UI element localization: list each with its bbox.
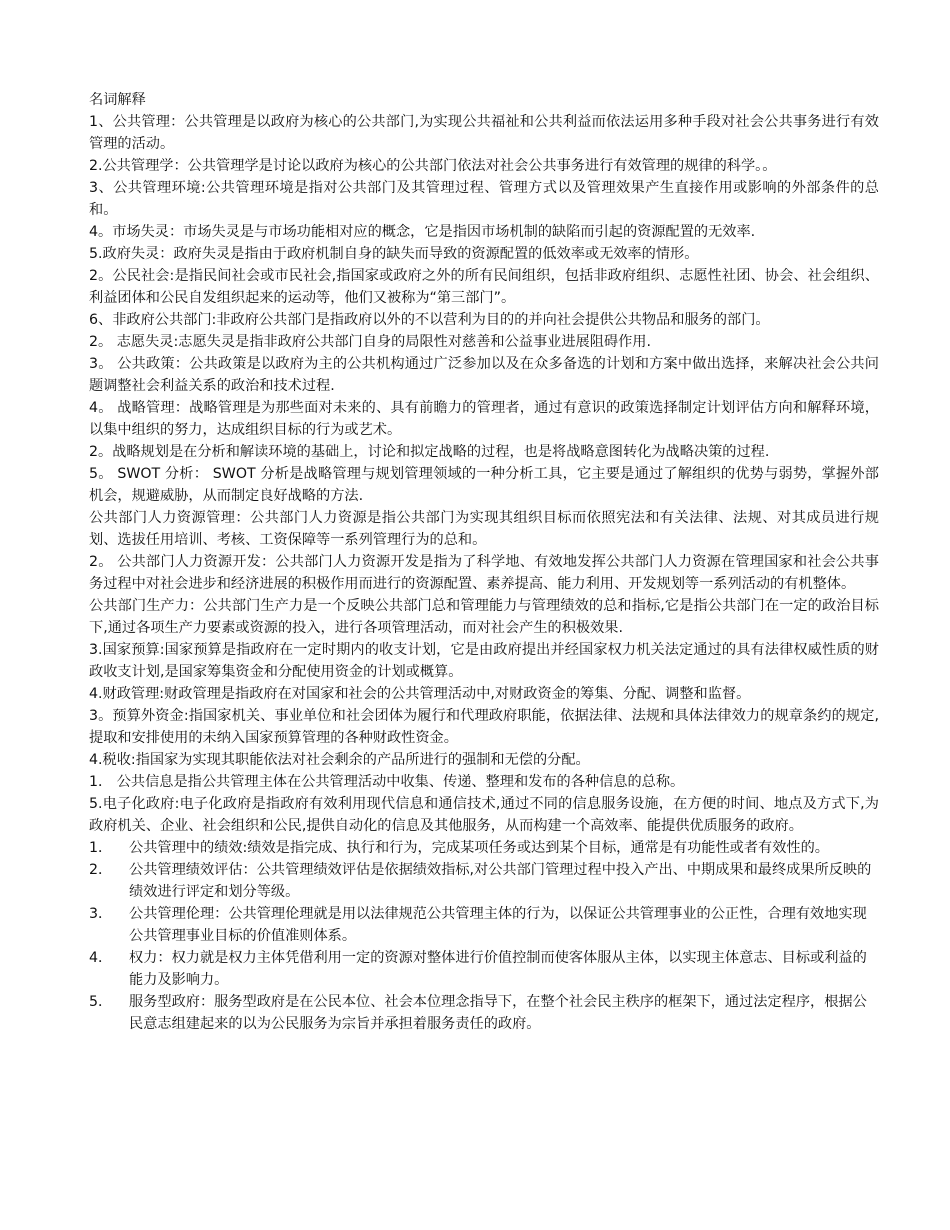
paragraph: 3。 公共政策：公共政策是以政府为主的公共机构通过广泛参加以及在众多备选的计划和方案中做出选择，来解决社会公共问题调整社会利益关系的政治和技术过程. [89,356,879,394]
list-item [89,947,879,991]
paragraph: 2。战略规划是在分析和解读环境的基础上，讨论和拟定战略的过程，也是将战略意图转化为战略决策的过程. [89,444,770,460]
list-number: 2． [89,862,113,878]
numbered-list [89,837,879,1035]
list-item [89,991,879,1035]
paragraph: 1． 公共信息是指公共管理主体在公共管理活动中收集、传递、整理和发布的各种信息的总称。 [89,774,685,790]
paragraph: 1、公共管理：公共管理是以政府为核心的公共部门,为实现公共福祉和公共利益而依法运用多种手段对社会公共事务进行有效管理的活动。 [89,114,879,152]
list-item-text: 公共管理伦理：公共管理伦理就是用以法律规范公共管理主体的行为，以保证公共管理事业的公正性，合理有效地实现公共管理事业目标的价值准则体系。 [129,906,867,944]
paragraph: 4.财政管理:财政管理是指政府在对国家和社会的公共管理活动中,对财政资金的筹集、分配、调整和监督。 [89,686,751,702]
list-item-text: 公共管理中的绩效:绩效是指完成、执行和行为，完成某项任务或达到某个目标，通常是有功能性或者有效性的。 [129,840,829,856]
list-item [89,903,879,947]
paragraph: 3、公共管理环境:公共管理环境是指对公共部门及其管理过程、管理方式以及管理效果产生直接作用或影响的外部条件的总和。 [89,180,879,218]
paragraph: 2。 公共部门人力资源开发：公共部门人力资源开发是指为了科学地、有效地发挥公共部门人力资源在管理国家和社会公共事务过程中对社会进步和经济进展的积极作用而进行的资源配置、素养提高、能力利用、开发规划等一系列活动的有机整体。 [89,554,879,592]
list-number: 5． [89,994,113,1010]
paragraph: 2.公共管理学：公共管理学是讨论以政府为核心的公共部门依法对社会公共事务进行有效管理的规律的科学。。 [89,158,777,174]
paragraph: 4。市场失灵：市场失灵是与市场功能相对应的概念，它是指因市场机制的缺陷而引起的资源配置的无效率. [89,224,756,240]
paragraph: 6、非政府公共部门:非政府公共部门是指政府以外的不以营利为目的的并向社会提供公共物品和服务的部门。 [89,312,770,328]
paragraph: 2。公民社会:是指民间社会或市民社会,指国家或政府之外的所有民间组织，包括非政府组织、志愿性社团、协会、社会组织、利益团体和公民自发组织起来的运动等，他们又被称为“第三部门”。 [89,268,879,306]
list-number: 4． [89,950,113,966]
list-item [89,859,879,903]
document-heading: 名词解释 [89,92,146,108]
document-body [89,111,879,1035]
list-item-text: 服务型政府：服务型政府是在公民本位、社会本位理念指导下，在整个社会民主秩序的框架下，通过法定程序，根据公民意志组建起来的以为公民服务为宗旨并承担着服务责任的政府。 [129,994,867,1032]
paragraph: 3.国家预算:国家预算是指政府在一定时期内的收支计划，它是由政府提出并经国家权力机关法定通过的具有法律权威性质的财政收支计划,是国家筹集资金和分配使用资金的计划或概算。 [89,642,879,680]
paragraph: 公共部门人力资源管理：公共部门人力资源是指公共部门为实现其组织目标而依照宪法和有关法律、法规、对其成员进行规划、选拔任用培训、考核、工资保障等一系列管理行为的总和。 [89,510,879,548]
paragraph: 3。预算外资金:指国家机关、事业单位和社会团体为履行和代理政府职能，依据法律、法规和具体法律效力的规章条约的规定,提取和安排使用的未纳入国家预算管理的各种财政性资金。 [89,708,879,746]
list-item-text: 公共管理绩效评估：公共管理绩效评估是依据绩效指标,对公共部门管理过程中投入产出、中期成果和最终成果所反映的绩效进行评定和划分等级。 [129,862,872,900]
paragraph: 公共部门生产力：公共部门生产力是一个反映公共部门总和管理能力与管理绩效的总和指标,它是指公共部门在一定的政治目标下,通过各项生产力要素或资源的投入，进行各项管理活动，而对社会产生的积极效果. [89,598,879,636]
paragraph: 4.税收:指国家为实现其职能依法对社会剩余的产品所进行的强制和无偿的分配。 [89,752,590,768]
paragraph: 5。 SWOT 分析： SWOT 分析是战略管理与规划管理领域的一种分析工具，它主要是通过了解组织的优势与弱势，掌握外部机会，规避威胁，从而制定良好战略的方法. [89,466,879,504]
paragraph: 4。 战略管理：战略管理是为那些面对未来的、具有前瞻力的管理者，通过有意识的政策选择制定计划评估方向和解释环境，以集中组织的努力，达成组织目标的行为或艺术。 [89,400,879,438]
paragraph: 2。 志愿失灵:志愿失灵是指非政府公共部门自身的局限性对慈善和公益事业进展阻碍作用. [89,334,651,350]
list-number: 3． [89,906,113,922]
paragraph: 5.电子化政府:电子化政府是指政府有效利用现代信息和通信技术,通过不同的信息服务设施，在方便的时间、地点及方式下,为政府机关、企业、社会组织和公民,提供自动化的信息及其他服务，从而构建一个高效率、能提供优质服务的政府。 [89,796,879,834]
list-item [89,837,879,859]
list-item-text: 权力：权力就是权力主体凭借利用一定的资源对整体进行价值控制而使客体服从主体，以实现主体意志、目标或利益的能力及影响力。 [129,950,867,988]
list-number: 1． [89,840,113,856]
paragraph: 5.政府失灵：政府失灵是指由于政府机制自身的缺失而导致的资源配置的低效率或无效率的情形。 [89,246,699,262]
